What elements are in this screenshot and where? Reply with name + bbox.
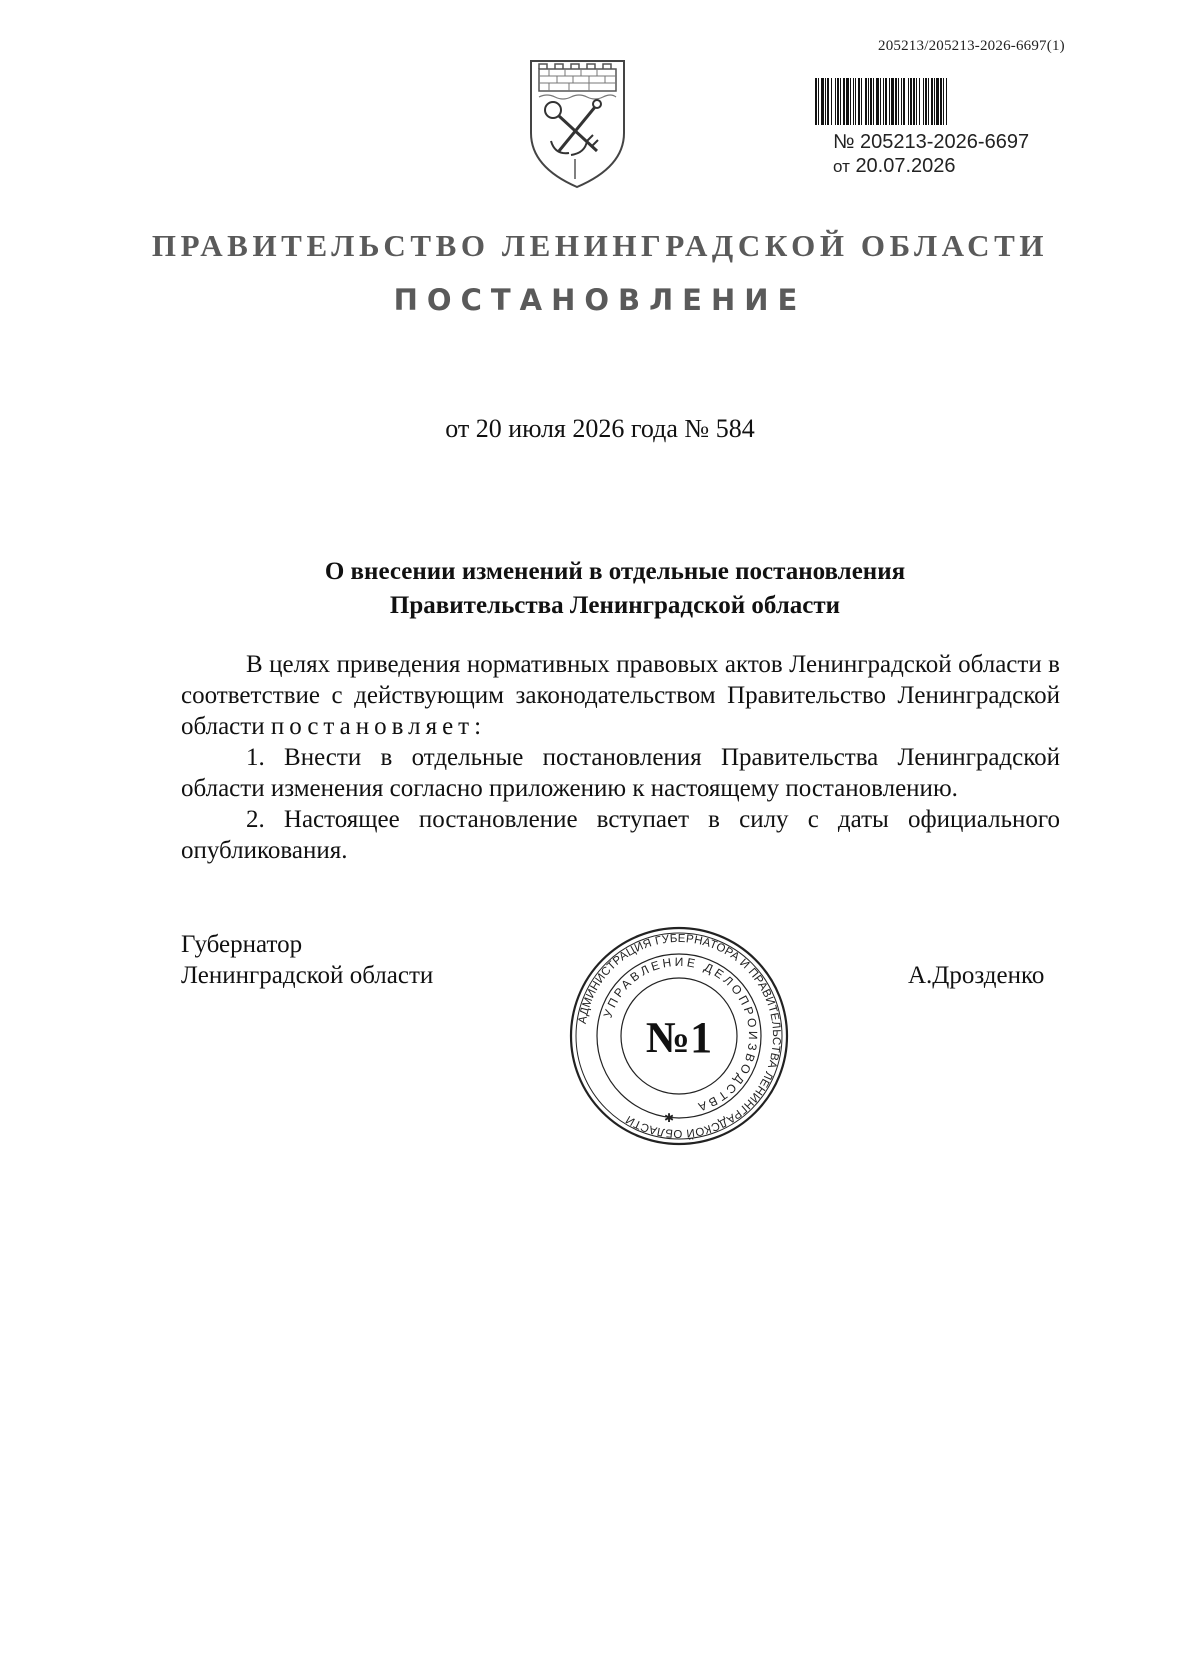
svg-text:✱: ✱: [663, 1111, 675, 1125]
signatory-name: А.Дрозденко: [908, 962, 1045, 989]
stamp-center-number: №1: [645, 1013, 713, 1062]
signatory-position: Губернатор Ленинградской области: [181, 931, 434, 989]
barcode-icon: [815, 78, 1070, 125]
resolution-subject: О внесении изменений в отдельные постановления Правительства Ленинградской области: [324, 558, 906, 619]
item-2: 2. Настоящее постановление вступает в силу с даты официального опубликования.: [181, 806, 1060, 864]
document-type: ПОСТАНОВЛЕНИЕ: [393, 283, 807, 317]
resolution-date-number: от 20 июля 2026 года № 584: [445, 414, 755, 443]
registration-number: № 205213-2026-6697 от 20.07.2026: [833, 131, 1030, 177]
official-seal-stamp: [567, 924, 791, 1148]
resolution-body: [181, 649, 1060, 866]
government-title: ПРАВИТЕЛЬСТВО ЛЕНИНГРАДСКОЙ ОБЛАСТИ: [151, 228, 1049, 263]
preamble-paragraph: В целях приведения нормативных правовых актов Ленинградской области в соответствие с действующим законодательством Правительство Ленинградской области постановляет:: [181, 651, 1060, 740]
leningrad-oblast-coat-of-arms-icon: [525, 55, 630, 190]
item-1: 1. Внести в отдельные постановления Правительства Ленинградской области изменения согласно приложению к настоящему постановлению.: [181, 744, 1060, 802]
svg-text:АДМИНИСТРАЦИЯ ГУБЕРНАТОРА И ПР: АДМИНИСТРАЦИЯ ГУБЕРНАТОРА И ПРАВИТЕЛЬСТВА ЛЕНИНГРАДСКОЙ ОБЛАСТИ: [576, 932, 783, 1140]
svg-text:УПРАВЛЕНИЕ ДЕЛОПРОИЗВОДСТВА: УПРАВЛЕНИЕ ДЕЛОПРОИЗВОДСТВА: [600, 954, 761, 1115]
document-reference: 205213/205213-2026-6697(1): [878, 38, 1065, 54]
registration-date-value: 20.07.2026: [855, 155, 956, 177]
registration-number-value: 205213-2026-6697: [860, 131, 1030, 153]
